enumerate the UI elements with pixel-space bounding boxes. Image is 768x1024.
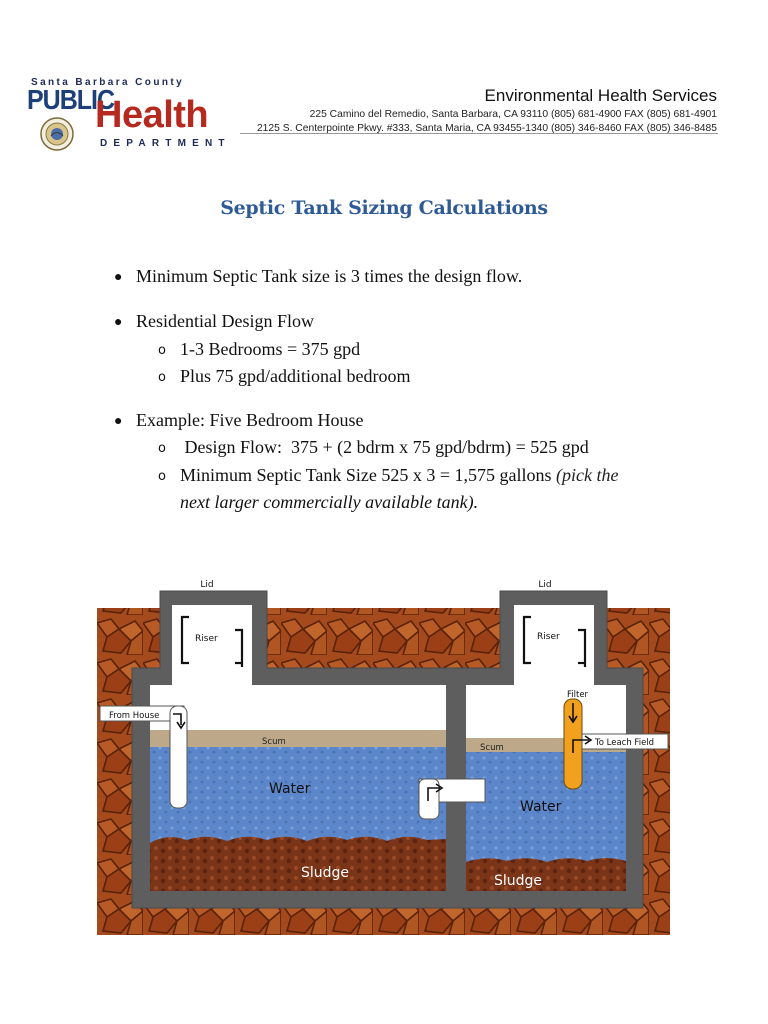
lid-label-right: Lid [538,580,552,590]
sub-bullet-marker: o [158,441,166,456]
sludge-label-left: Sludge [301,865,350,881]
septic-tank-diagram [97,575,670,935]
riser-label-left: Riser [195,634,218,644]
department-wordmark: DEPARTMENT [100,138,231,149]
division-title: Environmental Health Services [484,86,717,105]
letterhead [0,0,768,170]
county-seal-icon [40,117,74,151]
from-house-label: From House [109,711,160,721]
bullet-text: Example: Five Bedroom House [136,410,364,430]
filter-label: Filter [567,690,589,700]
to-leach-field-label: To Leach Field [595,738,655,748]
sub-bullet-text: 1-3 Bedrooms = 375 gpd [180,339,361,359]
sub-bullet-text: Design Flow: 375 + (2 bdrm x 75 gpd/bdrm) = 525 gpd [180,437,589,457]
sub-bullet-text: Plus 75 gpd/additional bedroom [180,366,411,386]
scum-label-left: Scum [262,737,286,747]
address-line-1: 225 Camino del Remedio, Santa Barbara, CA 93110 (805) 681-4900 FAX (805) 681-4901 [309,109,717,120]
sub-bullet-marker: o [158,469,166,484]
note-italic-1: (pick the [556,465,619,485]
sludge-layer-right [466,858,626,891]
riser-label-right: Riser [537,632,560,642]
bullet-text: Residential Design Flow [136,311,314,331]
sub-bullet-text [180,465,619,486]
health-wordmark: Health [95,94,209,136]
sludge-layer-left [150,837,446,891]
bullet-marker: ● [114,414,123,429]
note-italic-2: next larger commercially available tank). [180,492,479,512]
sludge-label-right: Sludge [494,873,543,889]
scum-label-right: Scum [480,743,504,753]
water-label-right: Water [520,799,562,815]
tank-size-text: Minimum Septic Tank Size 525 x 3 = 1,575 gallons [180,465,557,485]
public-wordmark: PUBLIC [27,84,115,116]
water-label-left: Water [269,781,311,797]
bullet-marker: ● [114,315,123,330]
county-name: Santa Barbara County [31,77,185,88]
scum-layer-left [150,730,446,749]
lid-label-left: Lid [200,580,214,590]
sub-bullet-marker: o [158,343,166,358]
bullet-marker: ● [114,270,123,285]
bullet-text: Minimum Septic Tank size is 3 times the design flow. [136,266,523,286]
sub-bullet-marker: o [158,370,166,385]
address-line-2: 2125 S. Centerpointe Pkwy. #333, Santa Maria, CA 93455-1340 (805) 346-8460 FAX (805) 346-8485 [256,123,717,134]
page-title: Septic Tank Sizing Calculations [220,197,548,219]
septic-diagram-svg [97,575,670,935]
